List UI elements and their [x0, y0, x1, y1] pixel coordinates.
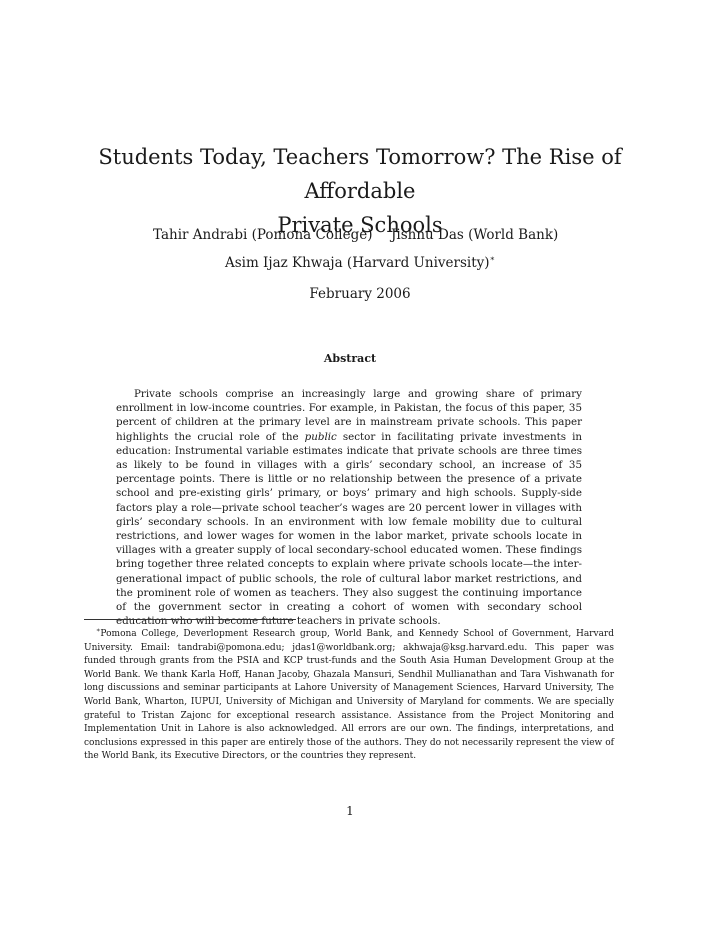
title-line-1: Students Today, Teachers Tomorrow? The Rise of Affordable	[98, 145, 622, 203]
abstract-text-part-2: sector in facilitating private investments in education: Instrumental variable estimates indicate that private schools are three times as likely to be found in villages with a girls’ secondary school, an increase of 35 percentage points. There is little or no relationship between the presence of a private school and pre-existing girls’ primary, or boys’ primary and high schools. Supply-side factors play a role—private school teacher’s wages are 20 percent lower in villages with girls’ secondary schools. In an environment with low female mobility due to cultural restrictions, and lower wages for women in the labor market, private schools locate in villages with a greater supply of local secondary-school educated women. These findings bring together three related concepts to explain where private schools locate—the inter-generational impact of public schools, the role of cultural labor market restrictions, and the prominent role of women as teachers. They also suggest the continuing importance of the government sector in creating a cohort of women with secondary school education who will become future teachers in private schools.	[116, 430, 582, 628]
abstract-body	[116, 387, 582, 628]
title-line-2: Private Schools	[277, 213, 443, 237]
author-footnote-mark: ∗	[489, 254, 496, 263]
footnote-rule	[84, 619, 296, 620]
footnote-mark: ∗	[96, 626, 101, 634]
author-khwaja-line	[0, 250, 720, 272]
paper-date: February 2006	[309, 286, 411, 302]
abstract-heading: Abstract	[323, 352, 377, 365]
abstract-emphasis: public	[304, 430, 337, 443]
page-number: 1	[346, 804, 354, 818]
author-khwaja: Asim Ijaz Khwaja (Harvard University)	[224, 255, 490, 271]
abstract-text-part-1: Private schools comprise an increasingly large and growing share of primary enrollment in low-income countries. For example, in Pakistan, the focus of this paper, 35 percent of children at the primary level are in mainstream private schools. This paper highlights the crucial role of the	[116, 388, 582, 443]
author-das: Jishnu Das (World Bank)	[391, 227, 559, 243]
footnote-text: Pomona College, Deverlopment Research group, World Bank, and Kennedy School of Government, Harvard University. Email: tandrabi@pomona.edu; jdas1@worldbank.org; akhwaja@ksg.harvard.edu. This paper was funded through grants from the PSIA and KCP trust-funds and the South Asia Human Development Group at the World Bank. We thank Karla Hoff, Hanan Jacoby, Ghazala Mansuri, Sendhil Mullianathan and Tara Vishwanath for long discussions and seminar participants at Lahore University of Management Sciences, Harvard University, The World Bank, Wharton, IUPUI, University of Michigan and University of Maryland for comments. We are specially grateful to Tristan Zajonc for exceptional research assistance. Assistance from the Project Monitoring and Implementation Unit in Lahore is also acknowledged. All errors are our own. The findings, interpretations, and conclusions expressed in this paper are entirely those of the authors. They do not necessarily represent the view of the World Bank, its Executive Directors, or the countries they represent.	[84, 629, 614, 762]
author-andrabi: Tahir Andrabi (Pomona College)	[153, 227, 373, 243]
footnote	[84, 624, 614, 764]
